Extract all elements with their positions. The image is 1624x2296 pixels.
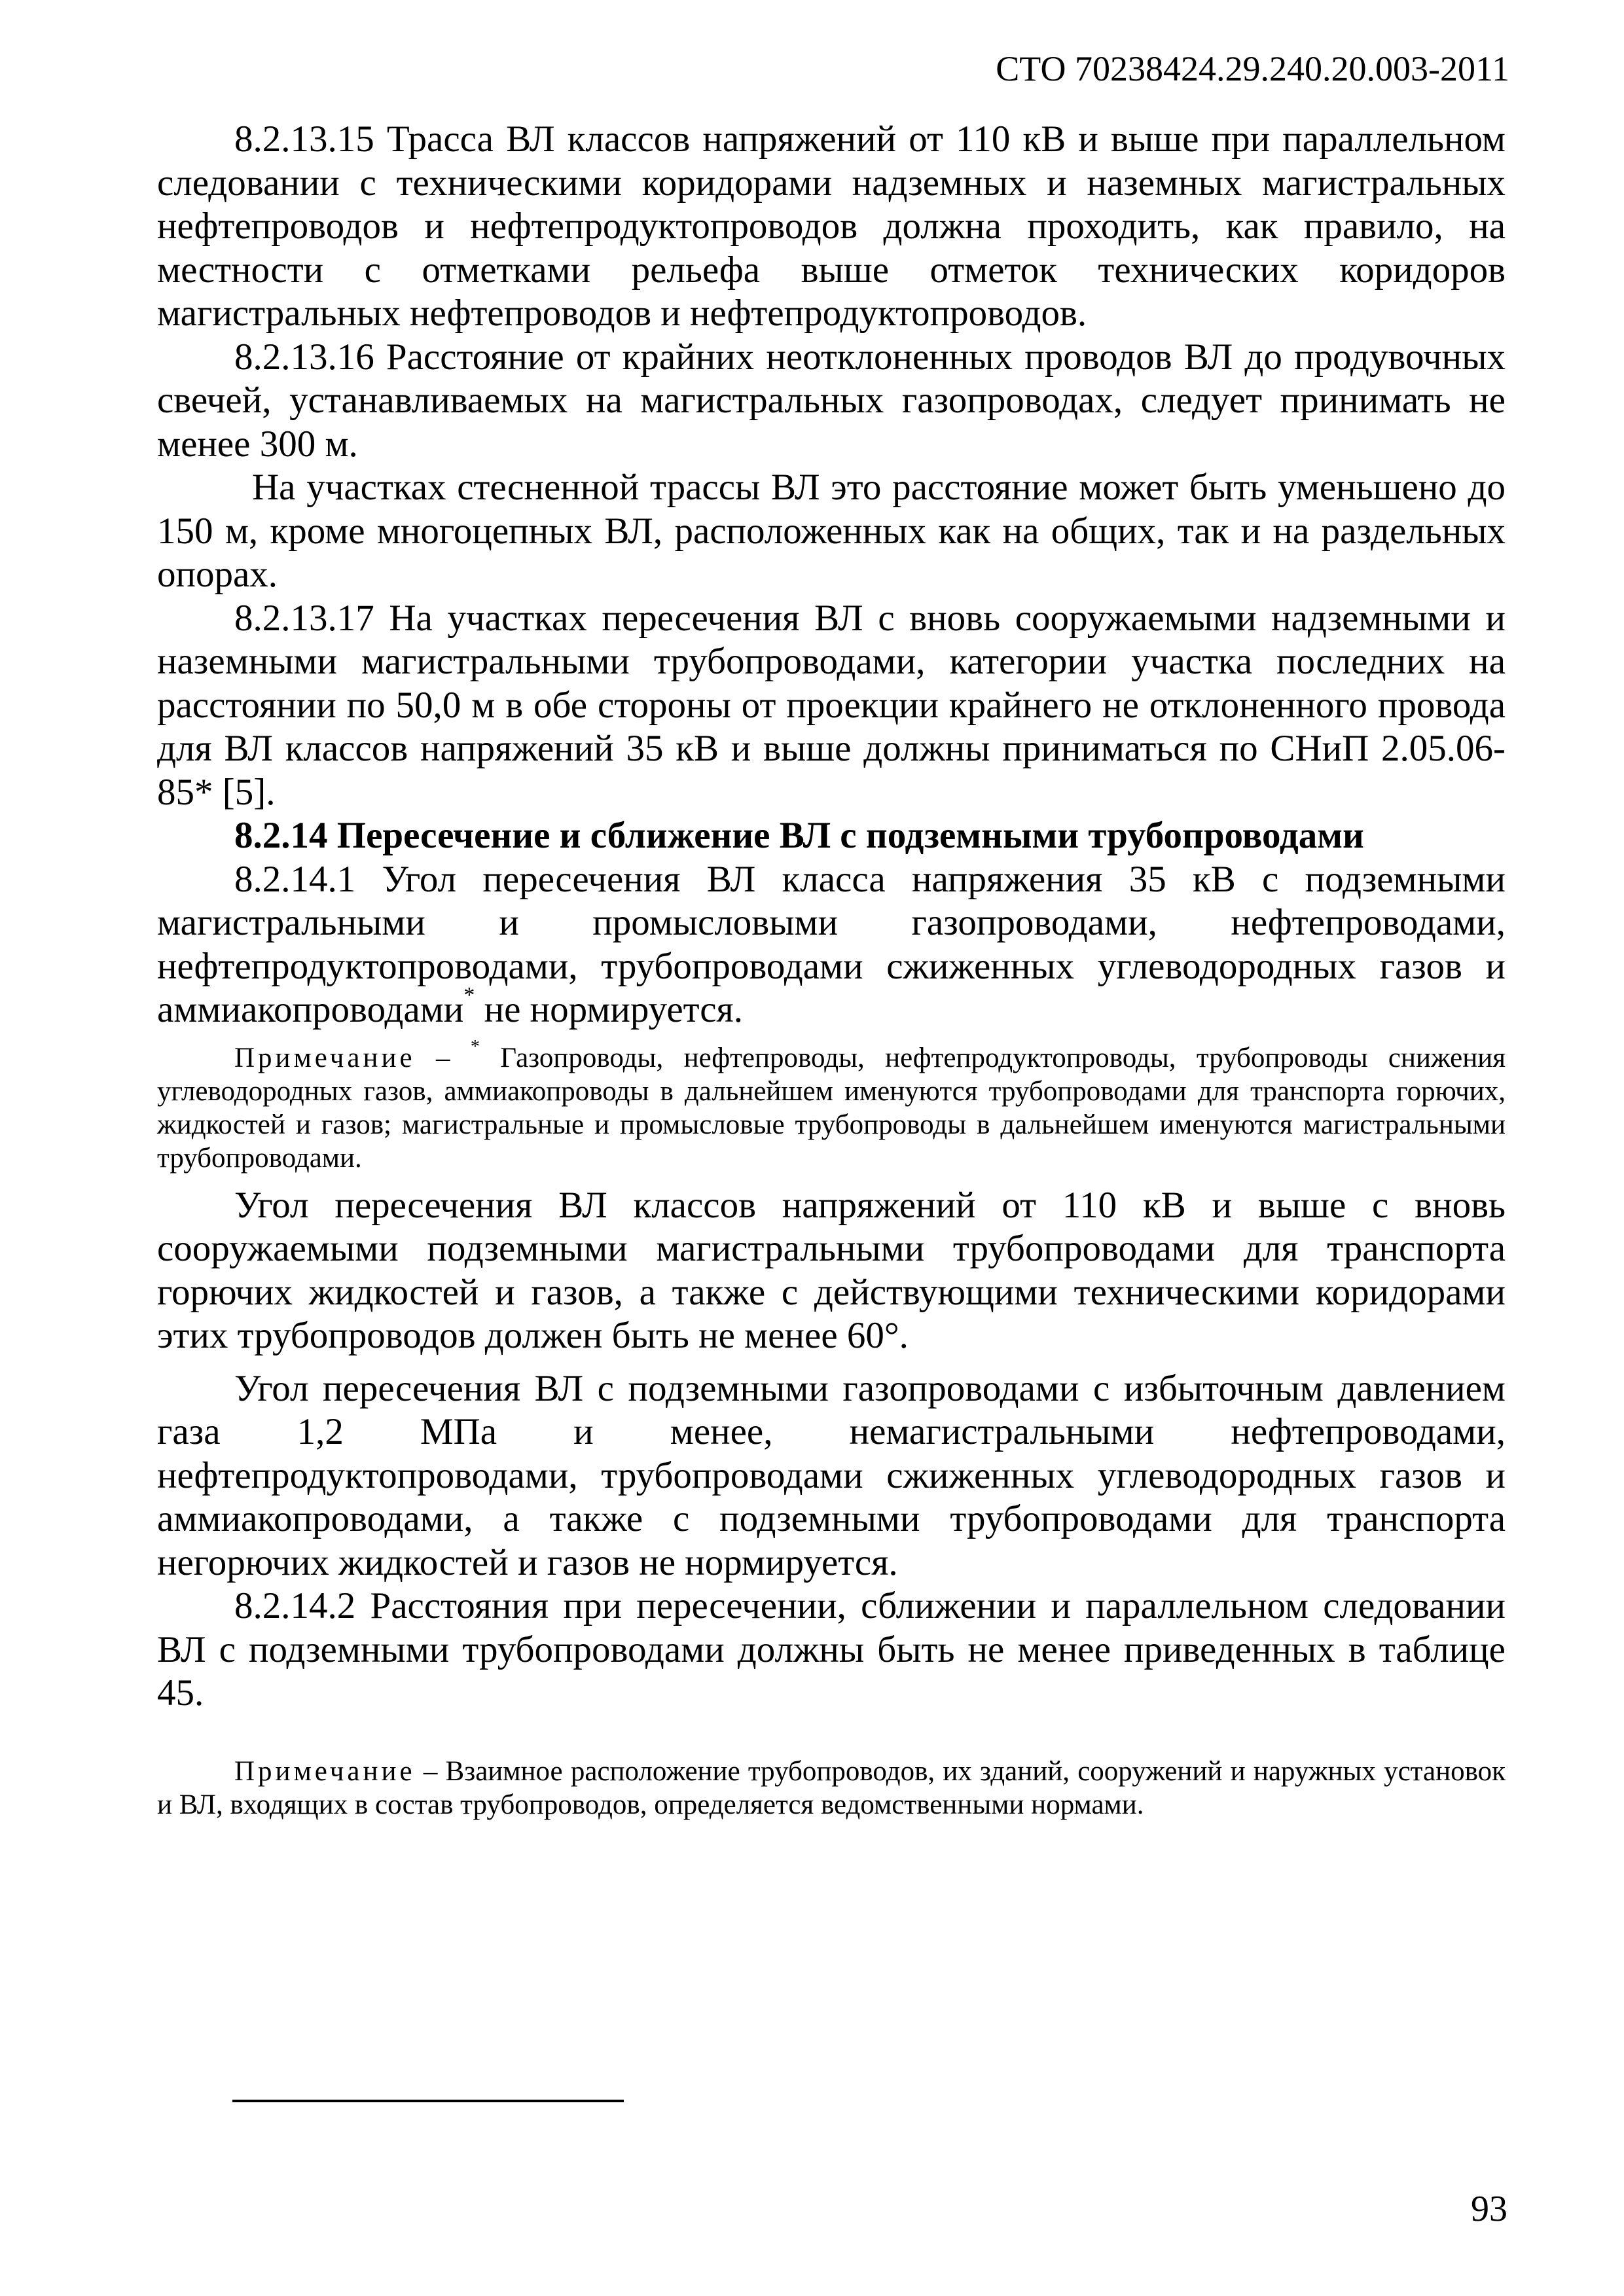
note-2	[157, 1755, 1506, 1821]
spacer	[157, 1175, 1506, 1184]
note-2-text: – Взаимное расположение трубопроводов, их зданий, сооружений и наружных установок и ВЛ, входящих в состав трубопроводов, определяется ведомственными нормами.	[157, 1755, 1506, 1820]
spacer	[157, 1032, 1506, 1041]
footnote-separator-line	[232, 2100, 624, 2102]
note-asterisk: *	[470, 1036, 480, 1057]
note-1	[157, 1036, 1506, 1175]
paragraph-8-2-14-1	[157, 858, 1506, 1032]
paragraph-8-2-14-2: 8.2.14.2 Расстояния при пересечении, сближении и параллельном следовании ВЛ с подземными трубопроводами должны быть не менее приведенных в таблице 45.	[157, 1585, 1506, 1713]
spacer	[157, 1715, 1506, 1755]
document-code-header: СТО 70238424.29.240.20.003-2011	[996, 49, 1509, 88]
note-label: Примечание	[234, 1042, 416, 1073]
paragraph-restricted-route: На участках стесненной трассы ВЛ это расстояние может быть уменьшено до 150 м, кроме многоцепных ВЛ, расположенных как на общих, так и на раздельных опорах.	[157, 467, 1506, 595]
spacer	[157, 1358, 1506, 1367]
note-label: Примечание	[234, 1755, 416, 1787]
paragraph-angle-gas: Угол пересечения ВЛ с подземными газопроводами с избыточным давлением газа 1,2 МПа и менее, немагистральными нефтепроводами, нефтепродуктопроводами, трубопроводами сжиженных углеводородных газов и аммиакопроводами, а также с подземными трубопроводами для транспорта негорючих жидкостей и газов не нормируется.	[157, 1367, 1506, 1583]
page-body	[157, 118, 1506, 1821]
paragraph-8-2-13-15: 8.2.13.15 Трасса ВЛ классов напряжений от 110 кВ и выше при параллельном следовании с техническими коридорами надземных и наземных магистральных нефтепроводов и нефтепродуктопроводов должна проходить, как правило, на местности с отметками рельефа выше отметок технических коридоров магистральных нефтепроводов и нефтепродуктопроводов.	[157, 118, 1506, 334]
paragraph-8-2-14-1-tail: не нормируется.	[475, 989, 743, 1030]
paragraph-8-2-13-16: 8.2.13.16 Расстояние от крайних неотклоненных проводов ВЛ до продувочных свечей, устанавливаемых на магистральных газопроводах, следует принимать не менее 300 м.	[157, 336, 1506, 465]
section-heading-8-2-14: 8.2.14 Пересечение и сближение ВЛ с подземными трубопроводами	[234, 815, 1364, 856]
footnote-asterisk: *	[463, 983, 475, 1007]
paragraph-angle-60: Угол пересечения ВЛ классов напряжений от 110 кВ и выше с вновь сооружаемыми подземными магистральными трубопроводами для транспорта горючих жидкостей и газов, а также с действующими техническими коридорами этих трубопроводов должен быть не менее 60°.	[157, 1184, 1506, 1356]
paragraph-8-2-13-17: 8.2.13.17 На участках пересечения ВЛ с вновь сооружаемыми надземными и наземными магистральными трубопроводами, категории участка последних на расстоянии по 50,0 м в обе стороны от проекции крайнего не отклоненного провода для ВЛ классов напряжений 35 кВ и выше должны приниматься по СНиП 2.05.06-85* [5].	[157, 597, 1506, 813]
note-dash: –	[415, 1042, 471, 1073]
paragraph-8-2-14-1-text: 8.2.14.1 Угол пересечения ВЛ класса напряжения 35 кВ с подземными магистральными и промысловыми газопроводами, нефтепроводами, нефтепродуктопроводами, трубопроводами сжиженных углеводородных газов и аммиакопроводами	[157, 858, 1506, 1030]
page-number: 93	[1471, 2189, 1507, 2229]
note-1-text: Газопроводы, нефтепроводы, нефтепродуктопроводы, трубопроводы снижения углеводородных газов, аммиакопроводы в дальнейшем именуются трубопроводами для транспорта горючих, жидкостей и газов; магистральные и промысловые трубопроводы в дальнейшем именуются магистральными трубопроводами.	[157, 1042, 1506, 1174]
